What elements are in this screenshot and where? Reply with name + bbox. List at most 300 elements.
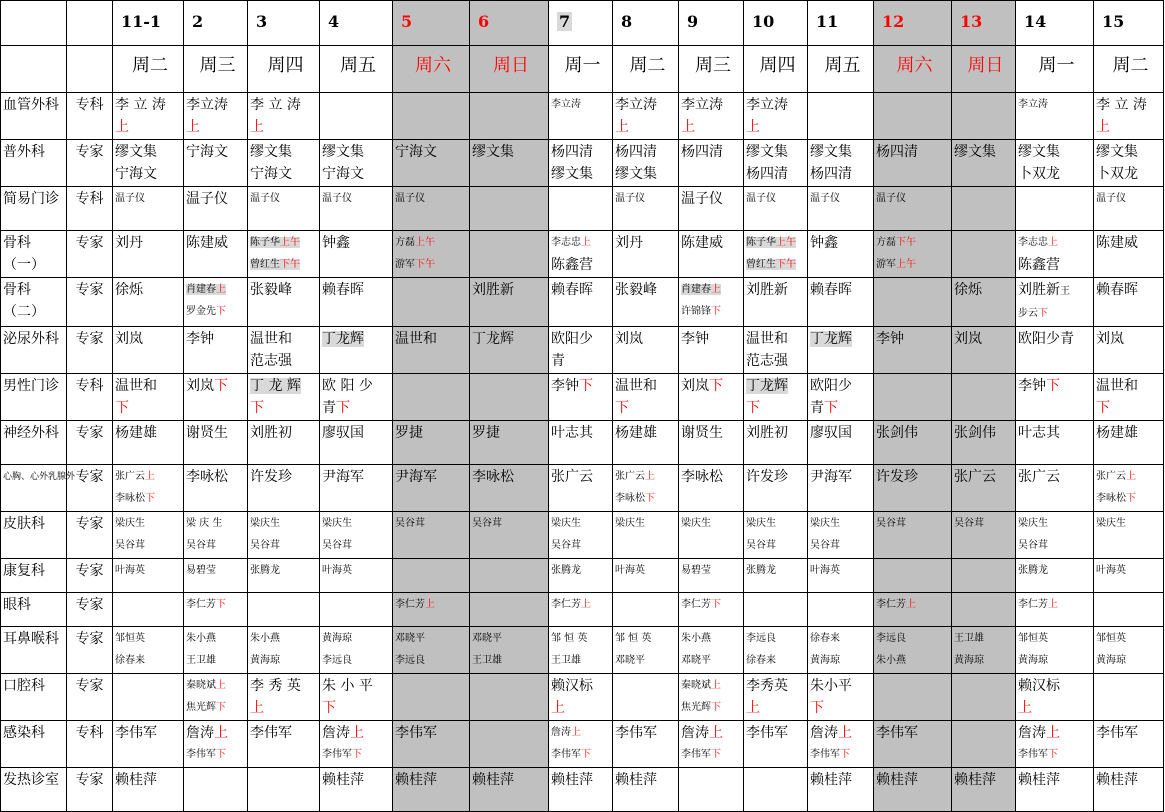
schedule-cell <box>952 512 1016 559</box>
schedule-cell <box>613 721 679 768</box>
clinic-type <box>67 559 113 593</box>
doctor-entry <box>472 279 546 301</box>
doctor-name: 叶海英 <box>322 565 352 576</box>
session-marker: 上午 <box>415 237 435 248</box>
doctor-name: 缪文集 <box>115 144 157 160</box>
doctor-entry <box>115 328 181 350</box>
doctor-entry <box>322 422 390 444</box>
session-marker: 上午 <box>280 237 300 248</box>
doctor-entry <box>615 650 676 672</box>
doctor-name: 梁庆生 <box>1096 518 1126 529</box>
doctor-name: 吴谷茸 <box>746 540 776 551</box>
doctor-name: 缪文集 <box>1096 144 1138 160</box>
weekday-cell <box>393 46 470 93</box>
department-name-text: 简易门诊 <box>3 191 59 207</box>
schedule-cell <box>470 140 549 187</box>
doctor-entry <box>876 594 949 616</box>
doctor-entry <box>186 188 245 210</box>
doctor-entry <box>115 513 181 535</box>
doctor-entry <box>472 466 546 488</box>
schedule-cell <box>393 768 470 812</box>
doctor-name: 赖汉标 <box>551 678 593 694</box>
schedule-cell <box>549 231 613 278</box>
doctor-entry <box>810 513 871 535</box>
doctor-entry <box>615 488 676 510</box>
doctor-name: 宁海文 <box>395 144 437 160</box>
schedule-cell <box>679 140 744 187</box>
doctor-name: 李 立 涛 <box>115 97 166 113</box>
schedule-cell <box>393 187 470 231</box>
doctor-entry <box>322 722 390 744</box>
session-marker: 下 <box>824 400 838 416</box>
doctor-entry <box>746 163 805 185</box>
doctor-entry <box>746 722 805 744</box>
doctor-entry <box>681 744 741 766</box>
doctor-name: 肖建春 <box>186 284 216 295</box>
date-label: 5 <box>401 12 413 31</box>
doctor-name: 杨四清 <box>551 144 593 160</box>
doctor-entry <box>615 769 676 791</box>
doctor-entry <box>954 141 1013 163</box>
schedule-cell <box>744 674 808 721</box>
doctor-entry <box>746 560 805 582</box>
schedule-cell <box>113 187 184 231</box>
schedule-cell <box>184 327 248 374</box>
department-name-text: 普外科 <box>3 144 45 160</box>
department-name <box>1 374 67 421</box>
clinic-type <box>67 278 113 327</box>
doctor-name: 缪文集 <box>472 144 514 160</box>
schedule-cell <box>320 593 393 627</box>
date-label: 6 <box>478 12 490 31</box>
session-marker: 上 <box>216 680 226 691</box>
schedule-cell <box>470 593 549 627</box>
schedule-cell <box>744 374 808 421</box>
doctor-name: 杨建雄 <box>615 425 657 441</box>
doctor-name: 缪文集 <box>1018 144 1060 160</box>
weekday-header-row <box>1 46 1164 93</box>
doctor-entry <box>810 722 871 744</box>
doctor-name: 温子仪 <box>615 193 645 204</box>
schedule-cell <box>549 559 613 593</box>
doctor-entry <box>472 628 546 650</box>
doctor-entry <box>250 466 317 488</box>
schedule-cell <box>113 768 184 812</box>
session-marker: 上 <box>615 119 629 135</box>
schedule-cell <box>808 374 874 421</box>
doctor-entry <box>810 328 871 350</box>
doctor-name: 詹涛 <box>1018 725 1046 741</box>
doctor-entry <box>746 628 805 650</box>
doctor-name: 肖建春 <box>681 284 711 295</box>
schedule-cell <box>1094 721 1164 768</box>
doctor-entry <box>810 628 871 650</box>
doctor-name: 李伟军 <box>810 749 840 760</box>
doctor-entry <box>1096 560 1161 582</box>
schedule-cell <box>808 231 874 278</box>
doctor-entry <box>954 328 1013 350</box>
department-name-text: 心胸、心外乳腺外 <box>3 472 76 482</box>
doctor-entry <box>551 722 610 744</box>
clinic-type <box>67 593 113 627</box>
clinic-type <box>67 374 113 421</box>
doctor-entry <box>551 254 610 276</box>
doctor-name: 李咏松 <box>615 493 645 504</box>
weekday-cell <box>248 46 320 93</box>
weekday-label: 周二 <box>629 55 666 76</box>
schedule-cell <box>808 768 874 812</box>
clinic-type <box>67 140 113 187</box>
schedule-cell <box>320 627 393 674</box>
doctor-name: 刘胜初 <box>746 425 788 441</box>
doctor-name: 刘丹 <box>615 235 643 251</box>
department-row <box>1 187 1164 231</box>
schedule-cell <box>613 374 679 421</box>
schedule-cell <box>549 374 613 421</box>
doctor-name: 李仁芳 <box>1018 599 1048 610</box>
clinic-type <box>67 627 113 674</box>
doctor-entry <box>186 116 245 138</box>
doctor-name: 欧 阳 少 <box>322 378 373 394</box>
schedule-cell <box>874 231 952 278</box>
doctor-entry <box>395 141 467 163</box>
schedule-cell <box>470 465 549 512</box>
schedule-cell <box>320 674 393 721</box>
weekday-label: 周一 <box>1038 55 1075 76</box>
doctor-name: 刘岚 <box>115 331 143 347</box>
doctor-entry <box>250 650 317 672</box>
schedule-cell <box>549 421 613 465</box>
doctor-entry <box>322 188 390 210</box>
department-row <box>1 374 1164 421</box>
corner-cell-4 <box>67 46 113 93</box>
doctor-entry <box>250 375 317 397</box>
doctor-entry <box>250 722 317 744</box>
doctor-entry <box>322 675 390 697</box>
clinic-type-text: 专家 <box>75 678 104 694</box>
clinic-type <box>67 327 113 374</box>
schedule-cell <box>679 231 744 278</box>
doctor-name: 王卫雄 <box>954 633 984 644</box>
session-marker: 下 <box>115 400 129 416</box>
doctor-name: 李远良 <box>876 633 906 644</box>
session-marker: 上 <box>1046 725 1060 741</box>
schedule-cell <box>113 593 184 627</box>
date-cell <box>1016 1 1094 46</box>
schedule-cell <box>184 187 248 231</box>
schedule-cell <box>679 187 744 231</box>
weekday-cell <box>808 46 874 93</box>
clinic-type-text: 专科 <box>75 378 104 394</box>
doctor-name: 李仁芳 <box>876 599 906 610</box>
doctor-entry <box>876 650 949 672</box>
schedule-cell <box>1016 93 1094 140</box>
doctor-entry <box>115 628 181 650</box>
doctor-entry <box>115 116 181 138</box>
schedule-cell <box>744 140 808 187</box>
doctor-entry <box>746 675 805 697</box>
session-marker: 下 <box>145 493 155 504</box>
doctor-entry <box>1096 141 1161 163</box>
schedule-cell <box>470 187 549 231</box>
schedule-cell <box>744 278 808 327</box>
schedule-cell <box>470 231 549 278</box>
department-row <box>1 627 1164 674</box>
schedule-cell <box>1016 374 1094 421</box>
doctor-entry <box>681 94 741 116</box>
session-marker: 下 <box>746 400 760 416</box>
doctor-entry <box>186 141 245 163</box>
doctor-name: 缪文集 <box>615 166 657 182</box>
doctor-name: 梁庆生 <box>322 518 352 529</box>
doctor-entry <box>615 328 676 350</box>
schedule-cell <box>470 421 549 465</box>
session-marker: 下午 <box>280 259 300 270</box>
doctor-name: 刘岚 <box>681 378 709 394</box>
doctor-entry <box>115 560 181 582</box>
doctor-name: 梁庆生 <box>551 518 581 529</box>
clinic-type <box>67 674 113 721</box>
date-cell <box>248 1 320 46</box>
doctor-entry <box>681 560 741 582</box>
schedule-cell <box>1094 512 1164 559</box>
doctor-entry <box>746 116 805 138</box>
schedule-cell <box>184 512 248 559</box>
doctor-entry <box>681 650 741 672</box>
schedule-cell <box>184 374 248 421</box>
clinic-type-text: 专科 <box>75 725 104 741</box>
doctor-name: 李志忠 <box>551 237 581 248</box>
doctor-name: 尹海军 <box>810 469 852 485</box>
session-marker: 上午 <box>896 259 916 270</box>
doctor-name: 李秀英 <box>746 678 788 694</box>
schedule-cell <box>549 465 613 512</box>
doctor-name: 叶海英 <box>615 565 645 576</box>
doctor-entry <box>186 422 245 444</box>
doctor-name: 罗金先 <box>186 306 216 317</box>
doctor-entry <box>1018 94 1091 116</box>
doctor-name: 吴谷茸 <box>250 540 280 551</box>
department-name-text: 口腔科 <box>3 678 45 694</box>
schedule-cell <box>113 627 184 674</box>
doctor-entry <box>250 279 317 301</box>
schedule-cell <box>113 421 184 465</box>
doctor-name: 梁庆生 <box>1018 518 1048 529</box>
clinic-type-text: 专科 <box>75 191 104 207</box>
doctor-name: 丁 龙 辉 <box>250 378 301 394</box>
doctor-name: 赖桂萍 <box>1018 772 1060 788</box>
doctor-name: 范志强 <box>746 353 788 369</box>
doctor-entry <box>551 94 610 116</box>
department-name <box>1 512 67 559</box>
schedule-cell <box>952 768 1016 812</box>
doctor-entry <box>250 254 317 276</box>
schedule-cell <box>113 231 184 278</box>
doctor-name: 游军 <box>876 259 896 270</box>
session-marker: 上 <box>115 119 129 135</box>
schedule-cell <box>393 327 470 374</box>
doctor-name: 张剑伟 <box>876 425 918 441</box>
weekday-cell <box>679 46 744 93</box>
doctor-name: 张广云 <box>551 469 593 485</box>
doctor-entry <box>1018 232 1091 254</box>
schedule-cell <box>808 140 874 187</box>
schedule-cell <box>952 231 1016 278</box>
schedule-cell <box>320 512 393 559</box>
schedule-cell <box>113 512 184 559</box>
schedule-cell <box>320 374 393 421</box>
doctor-name: 卜双龙 <box>1018 166 1060 182</box>
doctor-entry <box>681 513 741 535</box>
doctor-name: 朱 小 平 <box>322 678 373 694</box>
session-marker: 下 <box>711 749 721 760</box>
clinic-type-text: 专家 <box>75 331 104 347</box>
schedule-cell <box>248 627 320 674</box>
doctor-entry <box>322 141 390 163</box>
session-marker: 上 <box>1126 471 1136 482</box>
date-cell <box>744 1 808 46</box>
schedule-cell <box>320 721 393 768</box>
session-marker: 上 <box>250 119 264 135</box>
doctor-name: 黄海琼 <box>810 655 840 666</box>
schedule-cell <box>613 627 679 674</box>
doctor-name: 王卫雄 <box>186 655 216 666</box>
schedule-cell <box>613 327 679 374</box>
doctor-entry <box>186 279 245 301</box>
doctor-entry <box>954 279 1013 301</box>
schedule-cell <box>952 465 1016 512</box>
schedule-cell <box>320 465 393 512</box>
weekday-cell <box>470 46 549 93</box>
doctor-entry <box>186 594 245 616</box>
date-label: 2 <box>192 12 204 31</box>
session-marker: 下 <box>810 700 824 716</box>
clinic-type-text: 专科 <box>75 97 104 113</box>
session-marker: 下 <box>711 599 721 610</box>
schedule-cell <box>952 593 1016 627</box>
doctor-name: 李咏松 <box>186 469 228 485</box>
schedule-cell <box>1016 512 1094 559</box>
schedule-cell <box>744 187 808 231</box>
doctor-name: 温世和 <box>115 378 157 394</box>
schedule-cell <box>613 278 679 327</box>
doctor-entry <box>615 722 676 744</box>
schedule-cell <box>393 559 470 593</box>
date-cell <box>808 1 874 46</box>
department-name <box>1 421 67 465</box>
doctor-name: 赖桂萍 <box>876 772 918 788</box>
doctor-entry <box>322 513 390 535</box>
doctor-entry <box>1018 535 1091 557</box>
doctor-entry <box>1018 279 1091 303</box>
doctor-entry <box>551 697 610 719</box>
doctor-entry <box>395 513 467 535</box>
doctor-entry <box>1018 513 1091 535</box>
schedule-cell <box>744 512 808 559</box>
doctor-entry <box>810 744 871 766</box>
session-marker: 下 <box>711 702 721 713</box>
doctor-name: 温子仪 <box>1096 193 1126 204</box>
schedule-cell <box>1094 231 1164 278</box>
schedule-cell <box>549 512 613 559</box>
doctor-entry <box>810 422 871 444</box>
department-name <box>1 721 67 768</box>
doctor-entry <box>250 628 317 650</box>
schedule-cell <box>679 421 744 465</box>
doctor-entry <box>681 232 741 254</box>
schedule-cell <box>549 674 613 721</box>
schedule-cell <box>679 559 744 593</box>
doctor-entry <box>1018 328 1091 350</box>
doctor-entry <box>322 697 390 719</box>
doctor-entry <box>395 466 467 488</box>
doctor-entry <box>186 744 245 766</box>
session-marker: 下 <box>214 378 228 394</box>
doctor-name: 赖桂萍 <box>322 772 364 788</box>
doctor-entry <box>115 163 181 185</box>
doctor-name: 吴谷茸 <box>186 540 216 551</box>
schedule-cell <box>549 187 613 231</box>
doctor-entry <box>1018 769 1091 791</box>
doctor-entry <box>322 560 390 582</box>
schedule-cell <box>952 374 1016 421</box>
weekday-cell <box>613 46 679 93</box>
date-label: 14 <box>1024 12 1047 31</box>
doctor-name: 张广云 <box>1018 469 1060 485</box>
doctor-entry <box>954 422 1013 444</box>
doctor-entry <box>322 650 390 672</box>
session-marker: 上 <box>350 725 364 741</box>
doctor-entry <box>746 650 805 672</box>
schedule-cell <box>1016 627 1094 674</box>
department-name <box>1 327 67 374</box>
doctor-name: 李伟军 <box>681 749 711 760</box>
schedule-cell <box>952 187 1016 231</box>
doctor-entry <box>1096 116 1161 138</box>
schedule-cell <box>248 721 320 768</box>
schedule-cell <box>184 559 248 593</box>
weekday-label: 周一 <box>564 55 601 76</box>
schedule-cell <box>320 559 393 593</box>
session-marker: 上 <box>709 725 723 741</box>
schedule-cell <box>808 465 874 512</box>
session-marker: 下午 <box>776 259 796 270</box>
doctor-entry <box>186 94 245 116</box>
doctor-name: 张腾龙 <box>551 565 581 576</box>
schedule-cell <box>808 627 874 674</box>
department-row <box>1 278 1164 327</box>
doctor-name: 吴谷茸 <box>876 518 906 529</box>
schedule-cell <box>549 768 613 812</box>
schedule-cell <box>393 93 470 140</box>
session-marker: 下 <box>581 749 591 760</box>
schedule-cell <box>1016 140 1094 187</box>
doctor-name: 赖汉标 <box>1018 678 1060 694</box>
doctor-entry <box>746 94 805 116</box>
doctor-name: 李立涛 <box>681 97 723 113</box>
doctor-entry <box>615 397 676 419</box>
doctor-name: 杨四清 <box>810 166 852 182</box>
doctor-name: 杨四清 <box>615 144 657 160</box>
department-row <box>1 721 1164 768</box>
doctor-name: 温子仪 <box>746 193 776 204</box>
doctor-name: 王卫雄 <box>472 655 502 666</box>
schedule-cell <box>874 559 952 593</box>
doctor-name: 杨四清 <box>876 144 918 160</box>
date-label: 11 <box>816 12 839 31</box>
doctor-name: 李仁芳 <box>551 599 581 610</box>
doctor-entry <box>876 769 949 791</box>
